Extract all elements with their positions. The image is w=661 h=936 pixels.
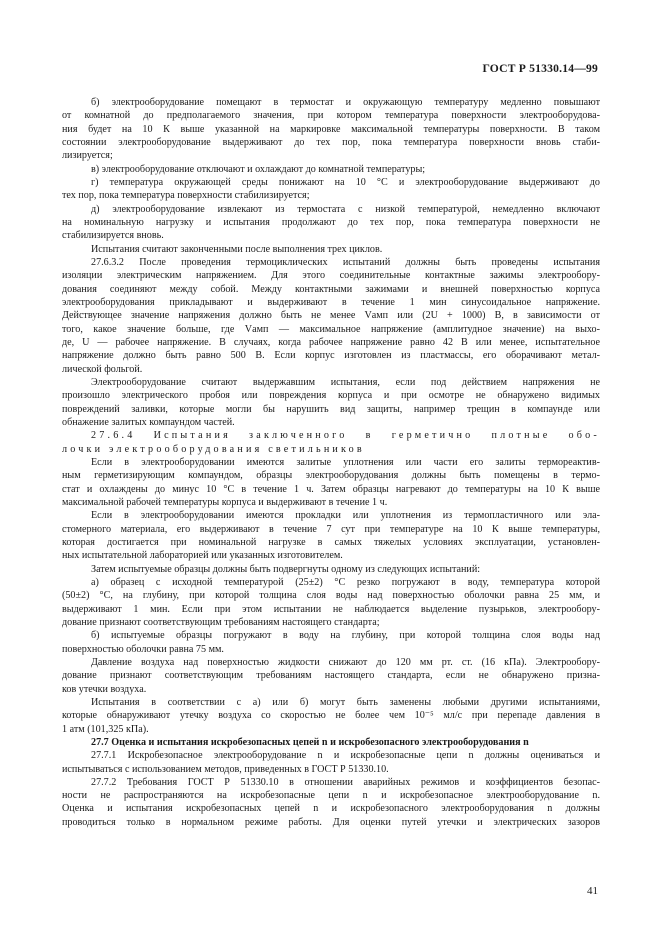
text-line: Затем испытуемые образцы должны быть подвергнуты одному из следующих испытаний: [91, 563, 481, 575]
text-line: стомерного материала, его выдерживают в течение 7 сут при температуре на 10 К выше температуры, [62, 523, 600, 535]
text-line: того, какое значение больше, где Vамп — максимальное напряжение (амплитудное значение) на выхо- [62, 323, 600, 335]
text-line: лизируется; [62, 150, 113, 162]
text-line: д) электрооборудование извлекают из термостата с низкой температурой, немедленно включают [91, 203, 600, 215]
text-line: а) образец с исходной температурой (25±2) °С резко погружают в воду, температура которой [91, 576, 600, 588]
page-number: 41 [587, 885, 598, 897]
text-line: испытываться с использованием методов, приведенных в ГОСТ Р 51330.10. [62, 763, 389, 775]
text-line: лической фольгой. [62, 363, 143, 375]
text-line: состоянии электрооборудование выдерживают до тех пор, пока температура поверхности вновь стаби- [62, 136, 600, 148]
text-line: ных испытательной лабораторией или указанных изготовителем. [62, 550, 343, 562]
text-line: дования соединяют между собой. Между контактными зажимами и внешней поверхностью корпуса [62, 283, 600, 295]
text-line: проводиться только в нормальном режиме работы. Для оценки путей утечки и электрических зазоров [62, 816, 600, 828]
text-line: которые обнаруживают утечку воздуха со скоростью не более чем 10⁻⁵ мл/с при перепаде давления в [62, 710, 600, 722]
text-line: выдерживают 1 мин. Если при этом испытании не наблюдается выделение пузырьков, электрообору- [62, 603, 600, 615]
text-line: ным герметизирующим компаундом, образцы электрооборудования должны быть помещены в термо- [62, 470, 600, 482]
text-line: Давление воздуха над поверхностью жидкости снижают до 120 мм рт. ст. (16 кПа). Электрообору- [91, 656, 600, 668]
text-line: (50±2) °С, на глубину, при которой толщина слоя воды над поверхностью оболочки равна 25 мм, и [62, 590, 600, 602]
text-line: тех пор, пока температура поверхности стабилизируется; [62, 190, 310, 202]
text-line: Испытания в соответствии с а) или б) могут быть заменены любыми другими испытаниями, [91, 696, 600, 708]
text-line: от комнатной до предполагаемого значения, при котором температура поверхности электрооборудова- [62, 110, 600, 122]
text-line: б) испытуемые образцы погружают в воду на глубину, при которой толщина слоя воды над [91, 630, 600, 642]
text-line: электрооборудования прикладывают и выдерживают в течение 1 мин синусоидальное напряжение. [62, 296, 600, 308]
text-line: ков утечки воздуха. [62, 683, 147, 695]
text-line: на номинальную нагрузку и испытания продолжают до тех пор, пока температура поверхности не [62, 216, 600, 228]
text-line: 27.7.1 Искробезопасное электрооборудование n и искробезопасные цепи n должны оцениваться и [91, 750, 600, 762]
text-line: дование признают соответствующим требованиям настоящего стандарта; [62, 616, 380, 628]
text-line: которая достигается при номинальной нагрузке в самых тяжелых условиях эксплуатации, установлен- [62, 536, 600, 548]
text-line: стабилизируется вновь. [62, 230, 164, 242]
text-line: 27.7.2 Требования ГОСТ Р 51330.10 в отношении аварийных режимов и коэффициентов безопас- [91, 776, 600, 788]
text-line: б) электрооборудование помещают в термостат и окружающую температуру медленно повышают [91, 97, 600, 108]
text-line: изоляции электрическим напряжением. Для этого соединительные контактные зажимы электрообору- [62, 270, 600, 282]
text-line: г) температура окружающей среды понижают на 10 °С и электрооборудование выдерживают до [91, 176, 600, 188]
text-line: дование признают соответствующим требованиям настоящего стандарта, если не обнаружено призна- [62, 670, 600, 682]
text-line: Если в электрооборудовании имеются прокладки или уплотнения из термопластичного или эла- [91, 510, 600, 522]
text-line: 27.6.4 Испытания заключенного в герметично плотные обо- [91, 430, 600, 442]
text-line: Действующее значение напряжения должно быть не менее Vамп или (2U + 1000) В, в зависимости от [62, 310, 600, 322]
text-line: лочки электрооборудования светильников [62, 443, 365, 455]
text-line: де, U — рабочее напряжение. В случаях, когда рабочее напряжение равно 42 В или менее, испытательное [62, 336, 600, 348]
section-heading: 27.7 Оценка и испытания искробезопасных цепей n и искробезопасного электрооборудования n [91, 736, 529, 748]
text-line: в) электрооборудование отключают и охлаждают до комнатной температуры; [91, 163, 426, 175]
text-line: ности не распространяются на искробезопасные цепи n и искробезопасное электрооборудование n. [62, 790, 600, 802]
text-line: Оценка и испытания искробезопасных цепей n и искробезопасного электрооборудования n должны [62, 803, 600, 815]
text-line: повреждений заливки, которые могли бы нарушить вид защиты, например трещин в компаунде или [62, 403, 600, 415]
text-line: поверхностью оболочки равна 75 мм. [62, 643, 224, 655]
text-line: максимальной рабочей температуры корпуса и выдерживают в течение 1 ч. [62, 496, 388, 508]
text-line: напряжение должно быть равно 500 В. Если корпус изготовлен из пластмассы, его оборачивают метал- [62, 350, 600, 362]
text-line: ния будет на 10 К выше указанной на маркировке максимальной температуры поверхности. В таком [62, 123, 600, 135]
text-line: произошло электрического пробоя или повреждения корпуса и при осмотре не обнаружено видимых [62, 390, 600, 402]
text-line: 1 атм (101,325 кПа). [62, 723, 149, 735]
text-line: 27.6.3.2 После проведения термоциклических испытаний должны быть проведены испытания [91, 256, 600, 268]
standard-header: ГОСТ Р 51330.14—99 [482, 62, 598, 75]
text-line: обнажение залитых компаундом частей. [62, 416, 235, 428]
text-line: стат и охлаждены до минус 10 °С в течение 1 ч. Затем образцы нагревают до температуры на 10 К выше [62, 483, 600, 495]
text-line: Испытания считают законченными после выполнения трех циклов. [91, 243, 383, 255]
text-line: Электрооборудование считают выдержавшим испытания, если под действием напряжения не [91, 376, 600, 388]
text-line: Если в электрооборудовании имеются залитые уплотнения или части его залиты термореактив- [91, 456, 600, 468]
